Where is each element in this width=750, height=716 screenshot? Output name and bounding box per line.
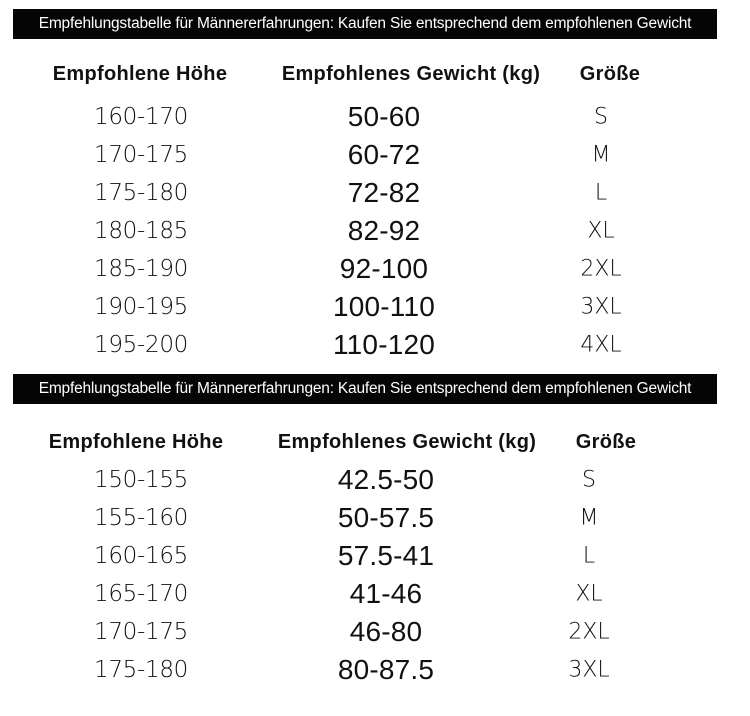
cell-height: 190-195	[94, 294, 188, 320]
cell-height: 175-180	[94, 657, 188, 683]
cell-height: 175-180	[94, 180, 188, 206]
cell-weight: 42.5-50	[337, 464, 435, 495]
header-height-1: Empfohlene Höhe	[52, 63, 228, 85]
cell-height: 165-170	[94, 581, 188, 607]
size-chart-banner-1: Empfehlungstabelle für Männererfahrungen: Kaufen Sie entsprechend dem empfohlenen Gewicht	[13, 9, 717, 39]
cell-size: M	[579, 505, 599, 531]
cell-height: 155-160	[94, 505, 188, 531]
cell-weight: 50-57.5	[337, 502, 435, 533]
size-chart-banner-2: Empfehlungstabelle für Männererfahrungen: Kaufen Sie entsprechend dem empfohlenen Gewicht	[13, 374, 717, 404]
cell-height: 160-170	[94, 104, 188, 130]
cell-height: 180-185	[94, 218, 188, 244]
cell-weight: 46-80	[349, 616, 423, 647]
cell-size: XL	[575, 581, 603, 607]
header-weight-1: Empfohlenes Gewicht (kg)	[281, 63, 541, 85]
cell-height: 185-190	[94, 256, 188, 282]
cell-size: S	[594, 104, 608, 130]
header-size-1: Größe	[579, 63, 641, 85]
cell-height: 170-175	[94, 619, 188, 645]
cell-size: L	[582, 543, 596, 569]
cell-weight: 41-46	[349, 578, 423, 609]
cell-height: 150-155	[94, 467, 188, 493]
cell-weight: 50-60	[347, 101, 421, 132]
cell-weight: 82-92	[347, 215, 421, 246]
header-size-2: Größe	[575, 431, 637, 453]
cell-weight: 72-82	[347, 177, 421, 208]
cell-size: 3XL	[568, 657, 610, 683]
cell-height: 160-165	[94, 543, 188, 569]
cell-size: 4XL	[580, 332, 622, 358]
cell-weight: 110-120	[332, 329, 436, 360]
cell-height: 195-200	[94, 332, 188, 358]
header-height-2: Empfohlene Höhe	[48, 431, 224, 453]
cell-size: S	[582, 467, 596, 493]
cell-weight: 57.5-41	[337, 540, 435, 571]
cell-size: 2XL	[568, 619, 610, 645]
cell-size: M	[591, 142, 611, 168]
cell-weight: 100-110	[332, 291, 436, 322]
cell-weight: 60-72	[347, 139, 421, 170]
cell-size: 3XL	[580, 294, 622, 320]
cell-size: 2XL	[580, 256, 622, 282]
cell-weight: 92-100	[339, 253, 429, 284]
cell-size: L	[594, 180, 608, 206]
cell-size: XL	[587, 218, 615, 244]
header-weight-2: Empfohlenes Gewicht (kg)	[277, 431, 537, 453]
cell-height: 170-175	[94, 142, 188, 168]
cell-weight: 80-87.5	[337, 654, 435, 685]
